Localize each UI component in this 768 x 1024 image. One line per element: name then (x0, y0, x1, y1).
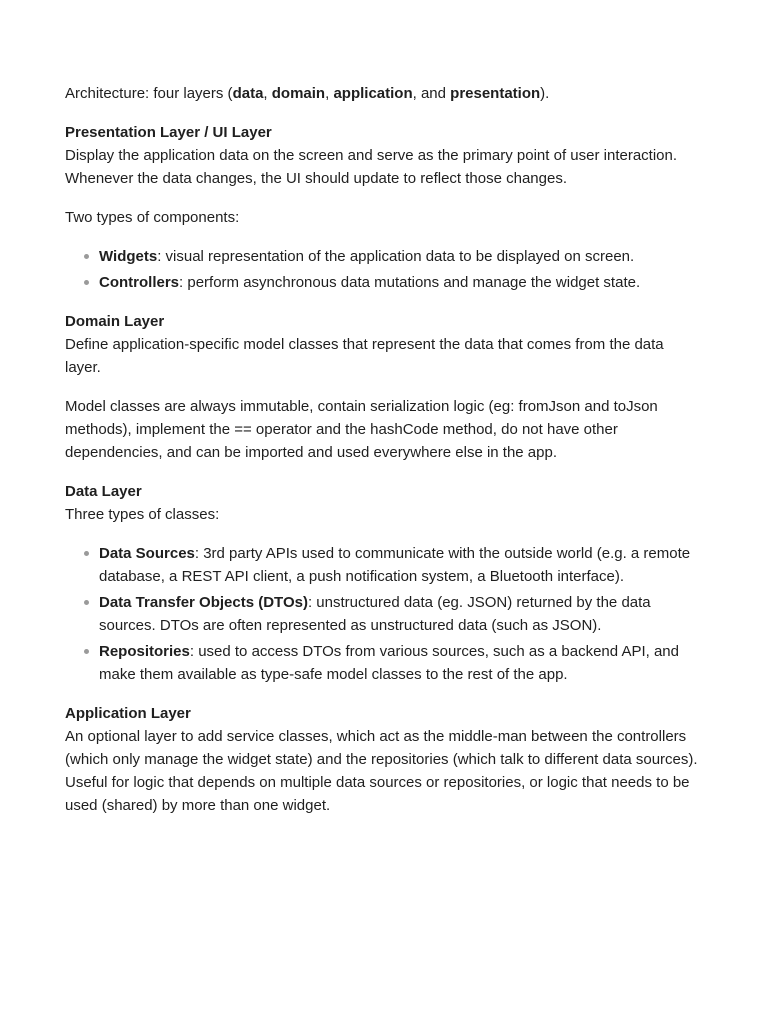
data-section (65, 480, 702, 686)
presentation-components-intro: Two types of components: (65, 209, 240, 226)
intro-sep: , (263, 85, 272, 102)
presentation-description: Display the application data on the screen and serve as the primary point of user interaction. Whenever the data changes, the UI should update to reflect those changes. (65, 147, 678, 187)
intro-layer-presentation: presentation (450, 85, 541, 102)
list-item-controllers (99, 271, 702, 294)
bullet-icon (84, 600, 89, 605)
presentation-heading: Presentation Layer / UI Layer (65, 124, 272, 141)
list-item-repositories (99, 640, 702, 686)
list-item-term: Data Transfer Objects (DTOs) (99, 594, 308, 611)
domain-description: Define application-specific model classes that represent the data that comes from the data layer. (65, 336, 664, 376)
presentation-section (65, 121, 702, 294)
intro-layer-domain: domain (271, 85, 326, 102)
list-item-desc: : visual representation of the application data to be displayed on screen. (157, 248, 635, 265)
list-item-desc: : perform asynchronous data mutations and manage the widget state. (179, 274, 641, 291)
application-section (65, 702, 702, 817)
list-item-term: Repositories (99, 643, 190, 660)
data-classes-list (65, 542, 702, 686)
list-item-term: Controllers (99, 274, 180, 291)
intro-sep: , (325, 85, 334, 102)
list-item-data-sources (99, 542, 702, 588)
data-heading: Data Layer (65, 483, 142, 500)
data-classes-intro: Three types of classes: (65, 506, 220, 523)
domain-section (65, 310, 702, 464)
bullet-icon (84, 649, 89, 654)
list-item-desc: : unstructured data (eg. JSON) returned by the data sources. DTOs are often represented as unstructured data (such as JSON). (99, 594, 651, 634)
domain-heading: Domain Layer (65, 313, 165, 330)
intro-paragraph (65, 82, 702, 105)
bullet-icon (84, 254, 89, 259)
application-description: An optional layer to add service classes, which act as the middle-man between the controllers (which only manage the widget state) and the repositories (which talk to different data sources). Useful for logic that depends on multiple data sources or repositories, or logic that needs to be used (shared) by more than one widget. (65, 728, 698, 814)
intro-layer-data: data (232, 85, 264, 102)
list-item-term: Data Sources (99, 545, 195, 562)
list-item-dtos (99, 591, 702, 637)
intro-sep: , and (412, 85, 451, 102)
list-item-term: Widgets (99, 248, 158, 265)
presentation-components-list (65, 245, 702, 294)
bullet-icon (84, 280, 89, 285)
list-item-desc: : 3rd party APIs used to communicate with the outside world (e.g. a remote database, a REST API client, a push notification system, a Bluetooth interface). (99, 545, 691, 585)
list-item-widgets (99, 245, 702, 268)
intro-suffix: ). (540, 85, 550, 102)
list-item-desc: : used to access DTOs from various sources, such as a backend API, and make them available as type-safe model classes to the rest of the app. (99, 643, 679, 683)
intro-layer-application: application (333, 85, 413, 102)
intro-prefix: Architecture: four layers ( (65, 85, 233, 102)
domain-model-classes: Model classes are always immutable, contain serialization logic (eg: fromJson and toJson methods), implement the == operator and the hashCode method, do not have other dependencies, and can be imported and used everywhere else in the app. (65, 398, 658, 461)
bullet-icon (84, 551, 89, 556)
application-heading: Application Layer (65, 705, 191, 722)
